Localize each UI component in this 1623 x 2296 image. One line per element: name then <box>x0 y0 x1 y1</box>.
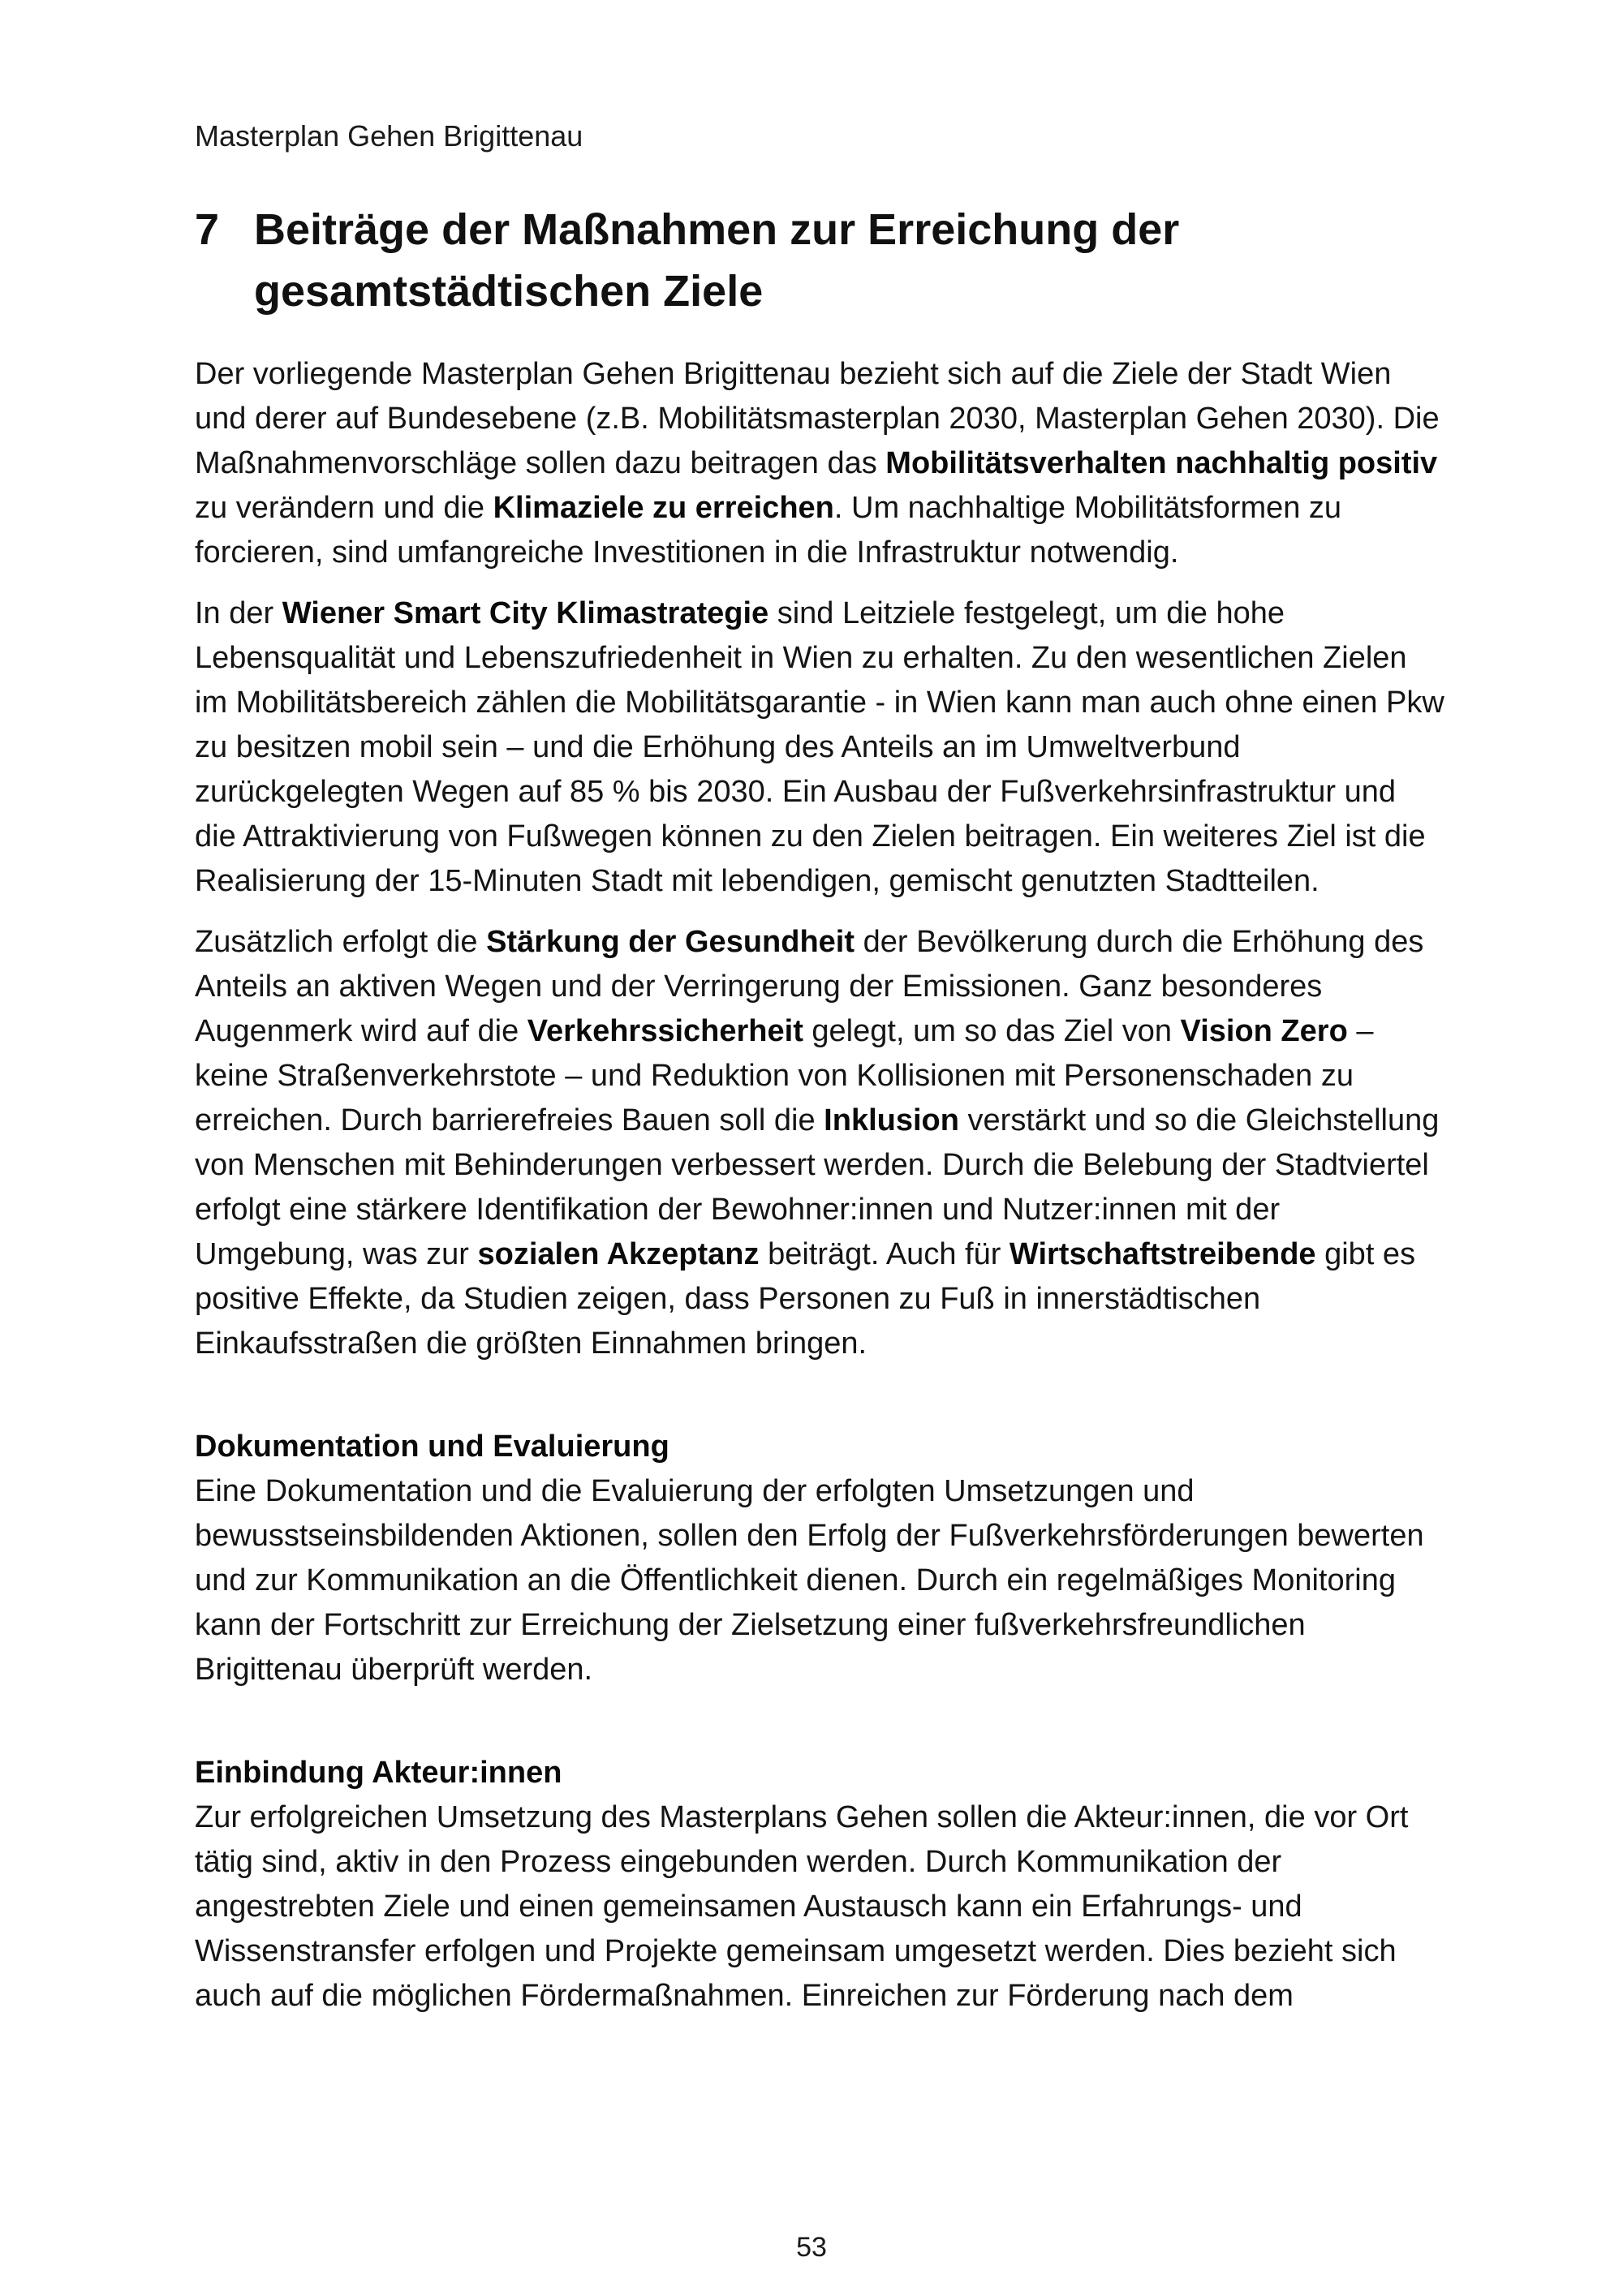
emphasis: Wirtschaftstreibende <box>1009 1237 1316 1271</box>
paragraph-smart-city: In der Wiener Smart City Klimastrategie sind Leitziele festgelegt, um die hohe Lebensqualität und Lebenszufriedenheit in Wien zu erhalten. Zu den wesentlichen Zielen im Mobilitätsbereich zählen die Mobilitätsgarantie - in Wien kann man auch ohne einen Pkw zu besitzen mobil sein – und die Erhöhung des Anteils an im Umweltverbund zurückgelegten Wegen auf 85 % bis 2030. Ein Ausbau der Fußverkehrsinfrastruktur und die Attraktivierung von Fußwegen können zu den Zielen beitragen. Ein weiteres Ziel ist die Realisierung der 15-Minuten Stadt mit lebendigen, gemischt genutzten Stadtteilen. <box>195 596 1444 898</box>
emphasis: Stärkung der Gesundheit <box>486 925 855 959</box>
emphasis: Mobilitätsverhalten nachhaltig positiv <box>885 446 1438 480</box>
emphasis: Wiener Smart City Klimastrategie <box>282 596 769 630</box>
running-header: Masterplan Gehen Brigittenau <box>195 119 583 153</box>
chapter-number: 7 <box>195 205 220 254</box>
emphasis: sozialen Akzeptanz <box>477 1237 760 1271</box>
section-text-stakeholders: Zur erfolgreichen Umsetzung des Masterplans Gehen sollen die Akteur:innen, die vor Ort tätig sind, aktiv in den Prozess eingebunden werden. Durch Kommunikation der angestrebten Ziele und einen gemeinsamen Austausch kann ein Erfahrungs- und Wissenstransfer erfolgen und Projekte gemeinsam umgesetzt werden. Dies bezieht sich auch auf die möglichen Fördermaßnahmen. Einreichen zur Förderung nach dem <box>195 1800 1409 2013</box>
paragraph-health-safety: Zusätzlich erfolgt die Stärkung der Gesundheit der Bevölkerung durch die Erhöhung des Anteils an aktiven Wegen und der Verringerung der Emissionen. Ganz besonderes Augenmerk wird auf die Verkehrssicherheit gelegt, um so das Ziel von Vision Zero – keine Straßenverkehrstote – und Reduktion von Kollisionen mit Personenschaden zu erreichen. Durch barrierefreies Bauen soll die Inklusion verstärkt und so die Gleichstellung von Menschen mit Behinderungen verbessert werden. Durch die Belebung der Stadtviertel erfolgt eine stärkere Identifikation der Bewohner:innen und Nutzer:innen mit der Umgebung, was zur sozialen Akzeptanz beiträgt. Auch für Wirtschaftstreibende gibt es positive Effekte, da Studien zeigen, dass Personen zu Fuß in innerstädtischen Einkaufsstraßen die größten Einnahmen bringen. <box>195 925 1440 1361</box>
chapter-title-text: Beiträge der Maßnahmen zur Erreichung der gesamtstädtischen Ziele <box>254 205 1180 316</box>
emphasis: Klimaziele zu erreichen <box>493 491 834 525</box>
paragraph-goals: Der vorliegende Masterplan Gehen Brigittenau bezieht sich auf die Ziele der Stadt Wien und derer auf Bundesebene (z.B. Mobilitätsmasterplan 2030, Masterplan Gehen 2030). Die Maßnahmenvorschläge sollen dazu beitragen das Mobilitätsverhalten nachhaltig positiv zu verändern und die Klimaziele zu erreichen. Um nachhaltige Mobilitätsformen zu forcieren, sind umfangreiche Investitionen in die Infrastruktur notwendig. <box>195 357 1440 570</box>
body-text <box>195 352 1444 2019</box>
section-stakeholders <box>195 1751 1444 2019</box>
section-documentation <box>195 1425 1444 1692</box>
section-text-documentation: Eine Dokumentation und die Evaluierung der erfolgten Umsetzungen und bewusstseinsbildenden Aktionen, sollen den Erfolg der Fußverkehrsförderungen bewerten und zur Kommunikation an die Öffentlichkeit dienen. Durch ein regelmäßiges Monitoring kann der Fortschritt zur Erreichung der Zielsetzung einer fußverkehrsfreundlichen Brigittenau überprüft werden. <box>195 1474 1424 1687</box>
chapter-title <box>195 199 1444 322</box>
section-heading-documentation: Dokumentation und Evaluierung <box>195 1430 669 1464</box>
section-heading-stakeholders: Einbindung Akteur:innen <box>195 1756 562 1790</box>
emphasis: Vision Zero <box>1180 1014 1348 1048</box>
page-number: 53 <box>796 2232 827 2263</box>
emphasis: Verkehrssicherheit <box>527 1014 803 1048</box>
emphasis: Inklusion <box>824 1103 959 1137</box>
